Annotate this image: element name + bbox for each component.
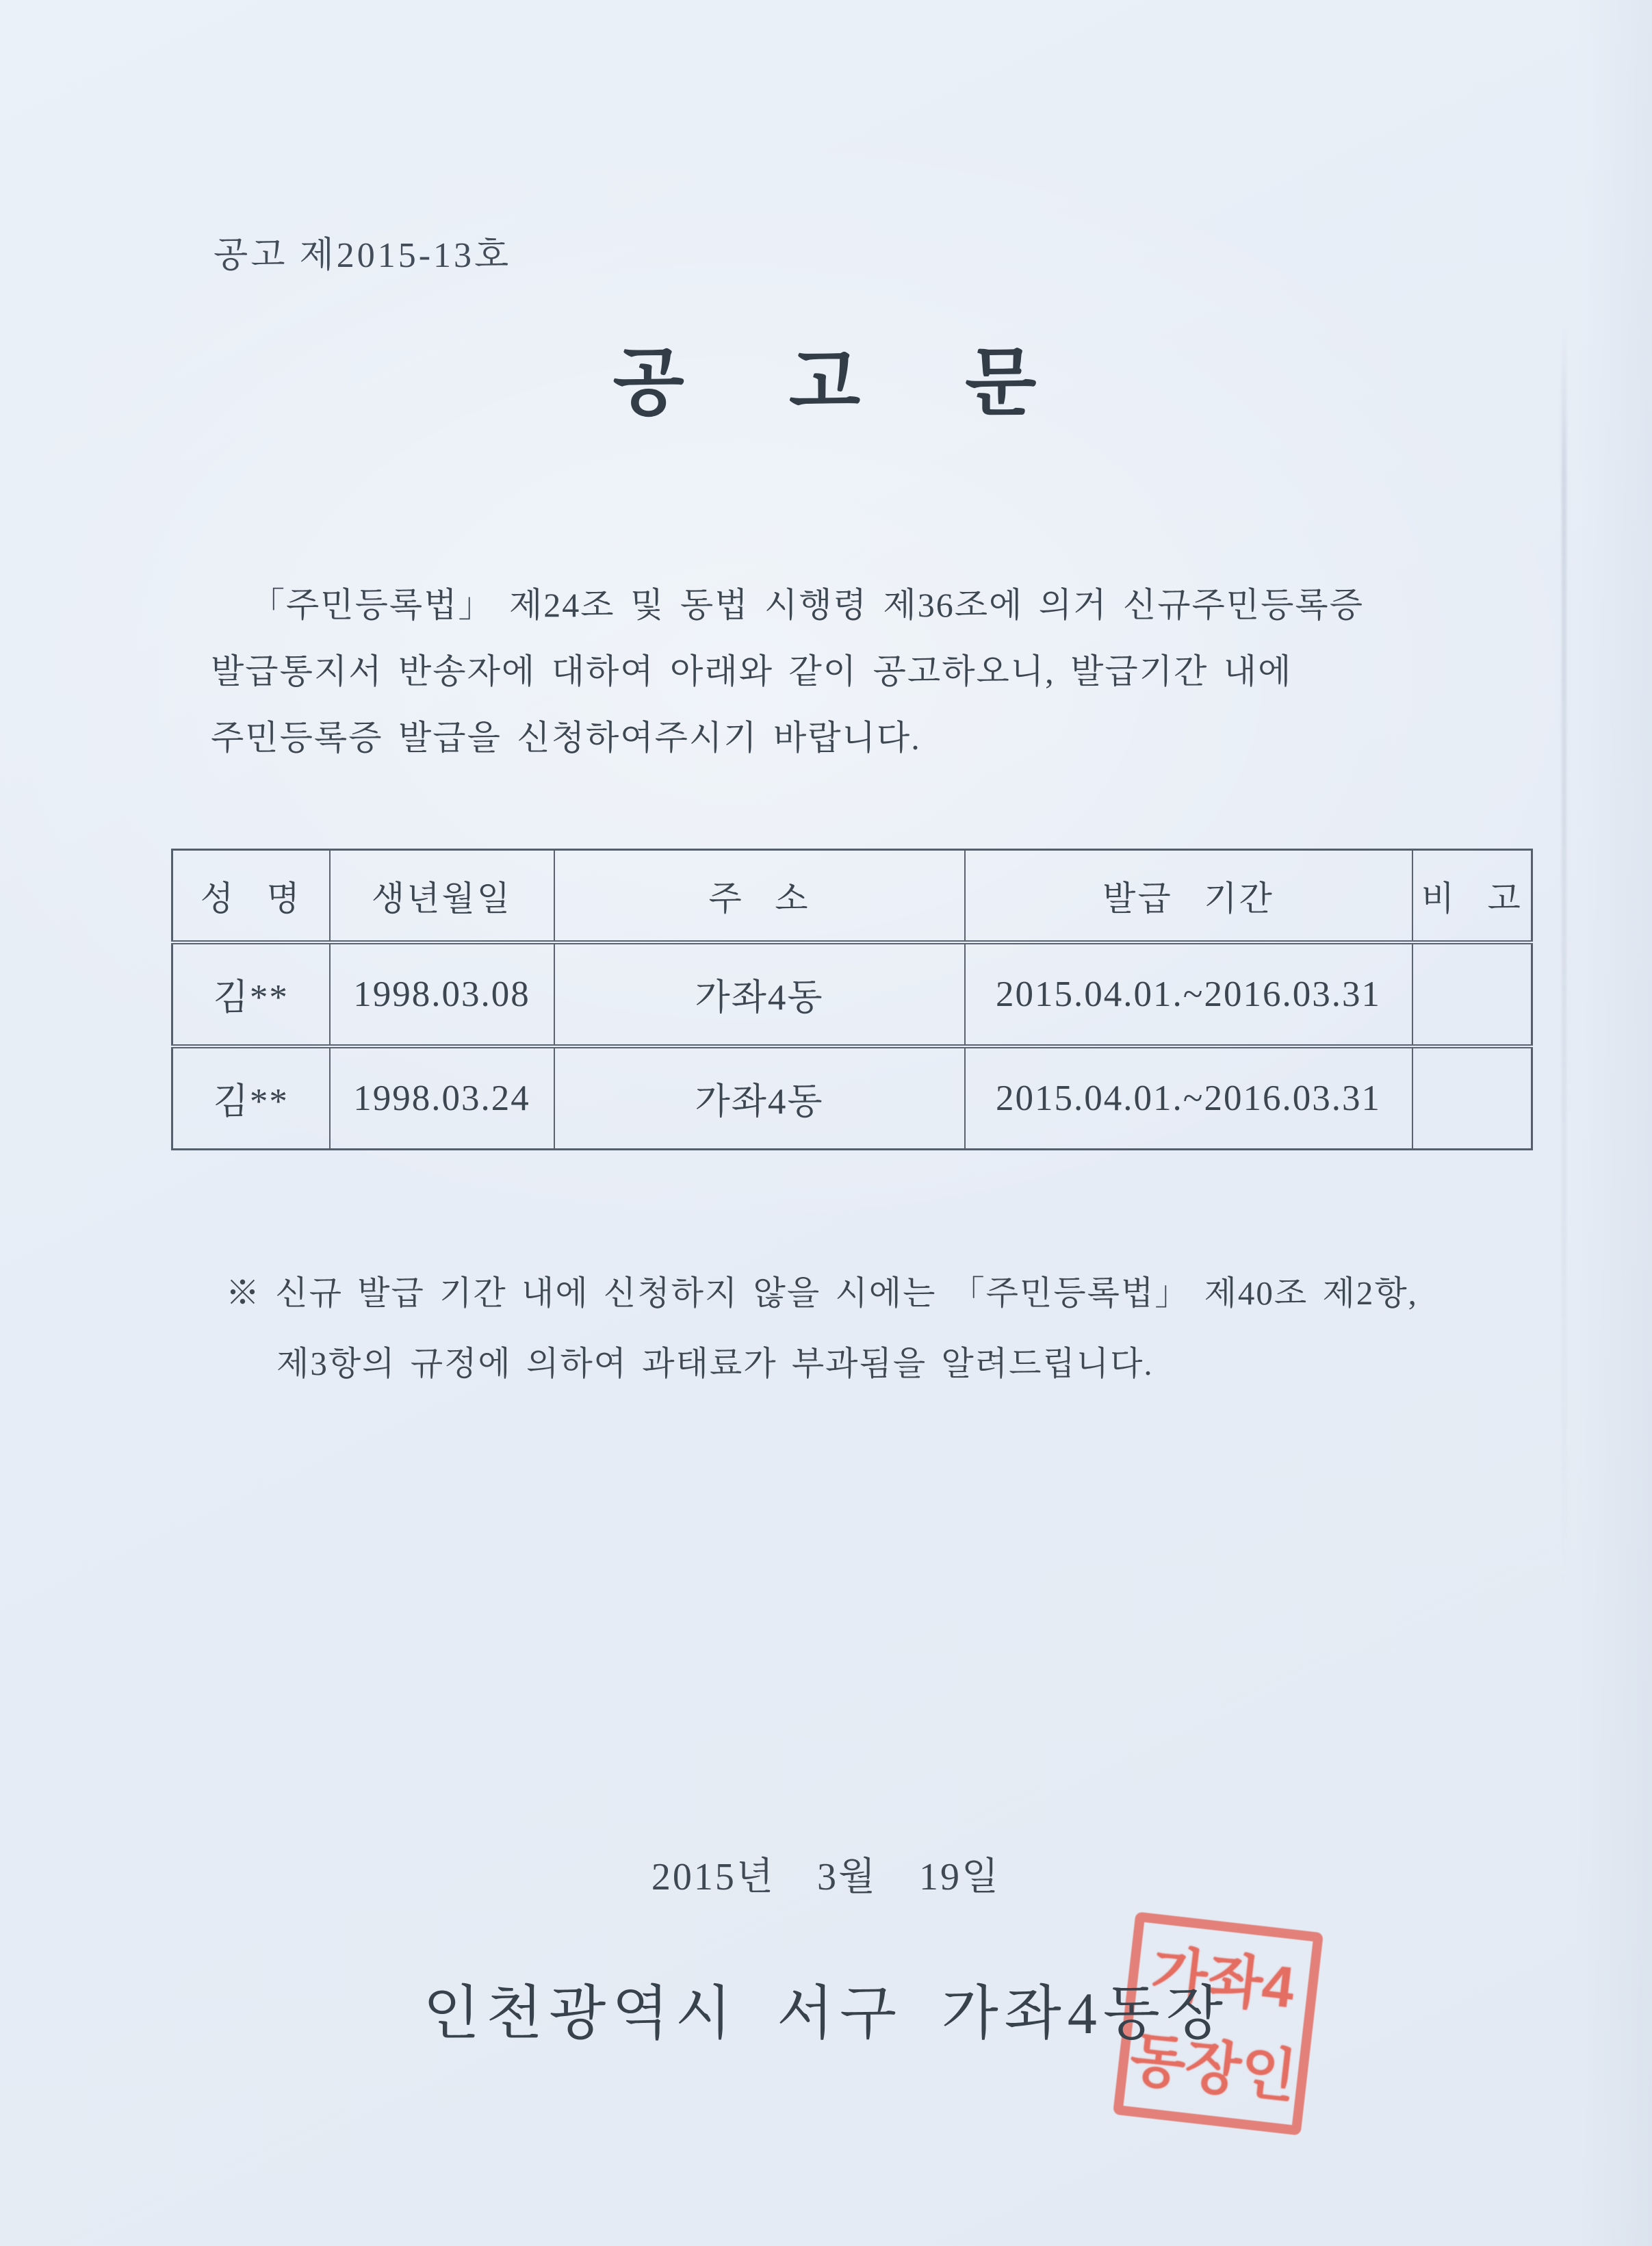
- col-header-issue-period: 발급 기간: [965, 850, 1412, 943]
- issue-date: 2015년 3월 19일: [651, 1856, 1001, 1898]
- scan-edge-shadow: [1577, 0, 1652, 2246]
- body-line-2: 발급통지서 반송자에 대하여 아래와 같이 공고하오니, 발급기간 내에: [211, 652, 1293, 690]
- cell-remarks: [1412, 942, 1532, 1046]
- notice-number: 공고 제2015-13호: [214, 236, 512, 275]
- cell-address: 가좌4동: [554, 942, 965, 1046]
- col-header-address: 주 소: [554, 850, 965, 943]
- cell-birthdate: 1998.03.24: [330, 1046, 554, 1150]
- col-header-remarks: 비 고: [1412, 850, 1532, 943]
- notice-body: [211, 572, 1463, 771]
- footnote-line-1: ※ 신규 발급 기간 내에 신청하지 않을 시에는 「주민등록법」 제40조 제2항,: [226, 1274, 1418, 1312]
- cell-name: 김**: [172, 1046, 330, 1150]
- stamp-text-bottom: 동장인: [1126, 2026, 1300, 2109]
- table-row: [172, 942, 1532, 1046]
- cell-name: 김**: [172, 942, 330, 1046]
- cell-issue-period: 2015.04.01.~2016.03.31: [965, 1046, 1412, 1150]
- cell-issue-period: 2015.04.01.~2016.03.31: [965, 942, 1412, 1046]
- page-title: 공 고 문: [612, 343, 1040, 424]
- cell-birthdate: 1998.03.08: [330, 942, 554, 1046]
- issuance-table: [171, 849, 1533, 1150]
- stamp-text-top: 가좌4: [1148, 1939, 1298, 2020]
- scan-crease: [1562, 322, 1566, 1588]
- cell-address: 가좌4동: [554, 1046, 965, 1150]
- penalty-footnote: [226, 1258, 1478, 1399]
- body-line-3: 주민등록증 발급을 신청하여주시기 바랍니다.: [211, 719, 921, 757]
- body-line-1: 「주민등록법」 제24조 및 동법 시행령 제36조에 의거 신규주민등록증: [250, 586, 1364, 624]
- table-row: [172, 1046, 1532, 1150]
- cell-remarks: [1412, 1046, 1532, 1150]
- col-header-name: 성 명: [172, 850, 330, 943]
- issuer-name: 인천광역시 서구 가좌4동장: [423, 1980, 1229, 2046]
- table-header-row: [172, 850, 1532, 943]
- col-header-birthdate: 생년월일: [330, 850, 554, 943]
- issuer-line: [0, 1965, 1652, 2050]
- footnote-line-2: 제3항의 규정에 의하여 과태료가 부과됨을 알려드립니다.: [276, 1345, 1154, 1382]
